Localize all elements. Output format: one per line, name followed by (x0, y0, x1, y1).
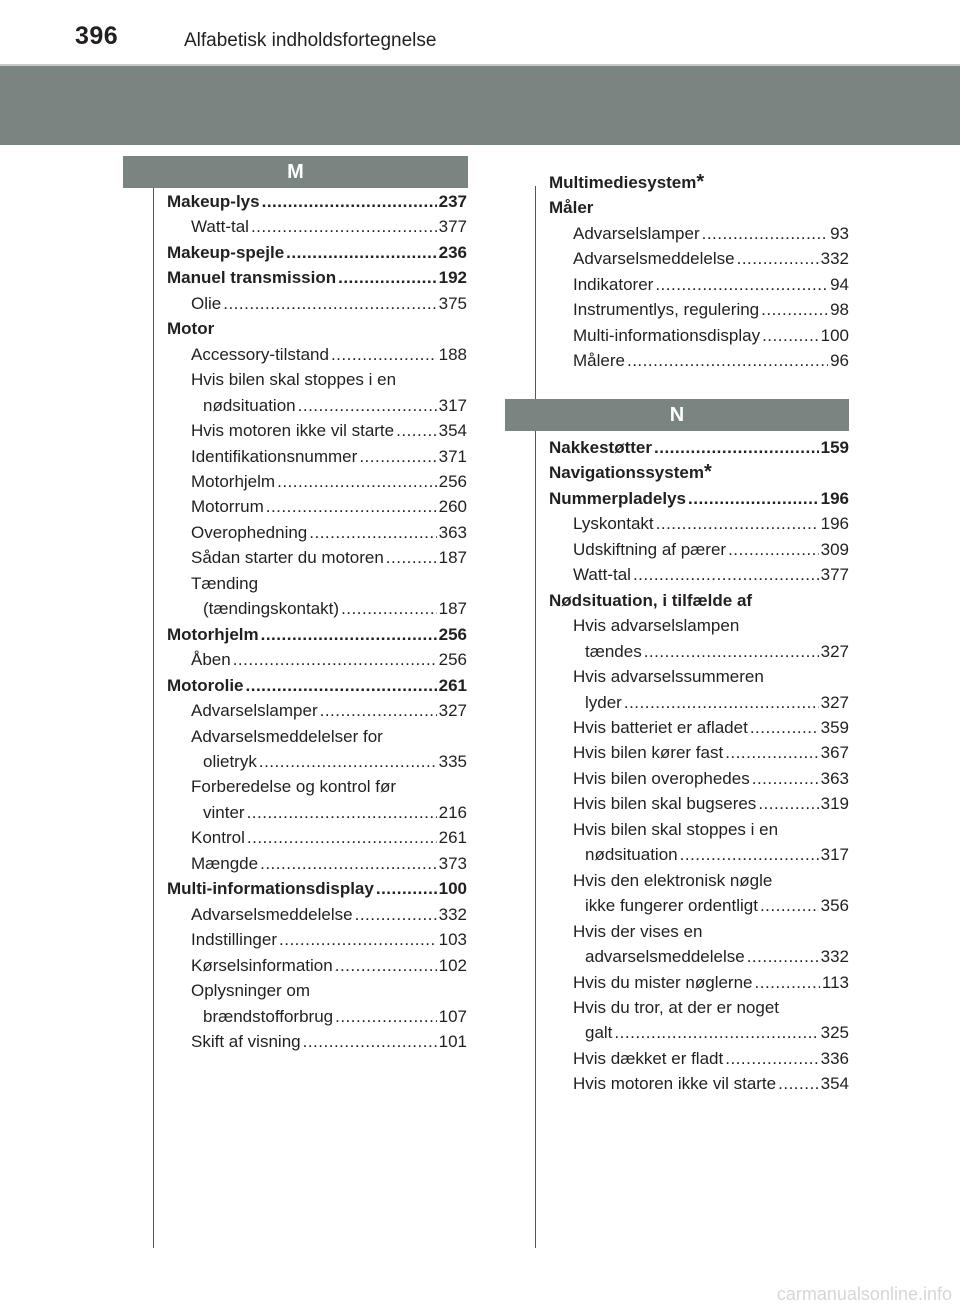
page-ref: 107 (438, 1006, 467, 1026)
dot-leader (246, 673, 437, 698)
index-term: Makeup-spejle (167, 242, 285, 262)
index-entry (167, 825, 467, 850)
index-entry (167, 367, 467, 392)
index-term: Hvis batteriet er afladet (573, 717, 748, 737)
index-term: Indstillinger (191, 930, 277, 950)
index-term: olietryk (203, 751, 257, 771)
page-ref: 327 (820, 692, 849, 712)
dot-leader (737, 246, 819, 271)
index-term: Hvis advarselssummeren (573, 667, 764, 687)
page-ref: 327 (820, 641, 849, 661)
index-term: Hvis advarselslampen (573, 616, 740, 636)
index-entry (549, 664, 849, 689)
page-ref: 332 (438, 904, 467, 924)
page-ref: 196 (820, 488, 849, 508)
index-entry (167, 647, 467, 672)
dot-leader (247, 800, 437, 825)
dot-leader (260, 851, 437, 876)
index-entry (549, 791, 849, 816)
index-term: Hvis den elektronisk nøgle (573, 870, 773, 890)
index-term: Hvis dækket er fladt (573, 1048, 724, 1068)
page-ref: 113 (821, 972, 849, 992)
index-entry (167, 851, 467, 876)
index-entry (167, 749, 467, 774)
index-entry (167, 953, 467, 978)
index-entry (549, 323, 849, 348)
dot-leader (778, 1071, 819, 1096)
index-entry (549, 842, 849, 867)
index-term: Manuel transmission (167, 268, 337, 288)
dot-leader (760, 893, 819, 918)
index-entry (167, 189, 467, 214)
page-ref: 363 (820, 768, 849, 788)
index-term: Hvis bilen overophedes (573, 768, 750, 788)
dot-leader (298, 393, 437, 418)
dot-leader (688, 486, 819, 511)
dot-leader (656, 511, 819, 536)
section-letter-m: M (123, 156, 468, 188)
dot-leader (338, 265, 437, 290)
index-entry (167, 596, 467, 621)
page-ref: 336 (820, 1048, 849, 1068)
index-entry (549, 348, 849, 373)
dot-leader (262, 189, 437, 214)
page-ref: 256 (438, 650, 467, 670)
index-entry (549, 486, 849, 511)
index-term: Sådan starter du motoren (191, 548, 384, 568)
index-entry (549, 639, 849, 664)
dot-leader (654, 435, 819, 460)
page-ref: 359 (820, 717, 849, 737)
index-entry (167, 724, 467, 749)
index-entry (167, 774, 467, 799)
index-entry (167, 393, 467, 418)
dot-leader (309, 520, 436, 545)
page-ref: 367 (820, 743, 849, 763)
index-term: Kontrol (191, 828, 245, 848)
dot-leader (331, 342, 437, 367)
index-entry (549, 1046, 849, 1071)
page-ref: 101 (438, 1031, 467, 1051)
dot-leader (633, 562, 819, 587)
dot-leader (251, 214, 437, 239)
index-term: Åben (191, 650, 231, 670)
index-term: Nødsituation, i tilfælde af (549, 590, 753, 610)
index-entry (167, 469, 467, 494)
index-term: Hvis motoren ikke vil starte (191, 421, 395, 441)
dot-leader (335, 953, 437, 978)
index-term: Multi-informationsdisplay (167, 879, 374, 899)
index-entry (549, 1020, 849, 1045)
index-term: Multi-informationsdisplay (573, 325, 761, 345)
index-term: Watt-tal (191, 217, 249, 237)
index-entry (167, 265, 467, 290)
page-number: 396 (75, 22, 119, 50)
dot-leader (386, 545, 437, 570)
index-term: Tænding (191, 573, 259, 593)
index-entry (549, 588, 849, 613)
dot-leader (758, 791, 818, 816)
index-entry (549, 893, 849, 918)
index-term: Hvis motoren ikke vil starte (573, 1074, 777, 1094)
page-ref: 332 (820, 947, 849, 967)
index-entry (167, 978, 467, 1003)
index-entry (549, 195, 849, 220)
page-ref: 354 (820, 1074, 849, 1094)
page-ref: 363 (438, 522, 467, 542)
index-term: Hvis bilen skal bugseres (573, 794, 757, 814)
page-ref: 256 (438, 624, 467, 644)
page-ref: 236 (438, 242, 467, 262)
page-ref: 317 (820, 845, 849, 865)
page-ref: 256 (438, 471, 467, 491)
index-entry (167, 520, 467, 545)
dot-leader (376, 876, 437, 901)
index-term: Advarselsmeddelelse (191, 904, 353, 924)
index-entry (549, 817, 849, 842)
page-ref: 187 (438, 599, 467, 619)
dot-leader (261, 622, 437, 647)
page-ref: 187 (438, 548, 467, 568)
index-entry (167, 545, 467, 570)
page-ref: 237 (438, 192, 467, 211)
index-term: Mængde (191, 853, 259, 873)
column-rule-right (535, 186, 536, 1248)
column-rule-left (153, 186, 154, 1248)
index-term: Advarselslamper (573, 223, 700, 243)
dot-leader (277, 469, 437, 494)
dot-leader (396, 418, 437, 443)
page-ref: 192 (438, 268, 467, 288)
index-entry: Navigationssystem * (549, 460, 849, 485)
index-entry (167, 342, 467, 367)
page-ref: 371 (438, 446, 467, 466)
dot-leader (286, 240, 436, 265)
index-entry (167, 1004, 467, 1029)
dot-leader (752, 766, 819, 791)
index-entry (549, 919, 849, 944)
index-term: Hvis du tror, at der er noget (573, 997, 779, 1017)
index-term: Skift af visning (191, 1031, 301, 1051)
page-title: Alfabetisk indholdsfortegnelse (184, 30, 437, 51)
index-term: Hvis du mister nøglerne (573, 972, 753, 992)
index-term: tændes (585, 641, 642, 661)
index-term: Motorhjelm (191, 471, 276, 491)
page-ref: 332 (820, 249, 849, 269)
dot-leader (725, 740, 818, 765)
index-entry (167, 698, 467, 723)
page-ref: 100 (820, 325, 849, 345)
dot-leader (247, 825, 437, 850)
index-term: Watt-tal (573, 565, 631, 585)
dot-leader (702, 221, 828, 246)
page-ref: 375 (438, 293, 467, 313)
page-ref: 260 (438, 497, 467, 517)
dot-leader (728, 537, 819, 562)
index-term: Nummerpladelys (549, 488, 686, 508)
index-term: Olie (191, 293, 222, 313)
index-term: Accessory-tilstand (191, 344, 329, 364)
dot-leader (355, 902, 437, 927)
page-ref: 356 (820, 896, 849, 916)
page-ref: 98 (830, 300, 849, 320)
index-entry (167, 240, 467, 265)
dot-leader (359, 444, 436, 469)
page-ref: 325 (820, 1023, 849, 1043)
index-entry (549, 944, 849, 969)
page-ref: 377 (438, 217, 467, 237)
index-entry (549, 740, 849, 765)
page-ref: 216 (438, 802, 467, 822)
index-column-right-n (549, 435, 849, 1097)
index-term: Motorolie (167, 675, 244, 695)
dot-leader (680, 842, 819, 867)
index-entry (549, 868, 849, 893)
header-banner (0, 66, 960, 145)
index-entry (167, 876, 467, 901)
index-term: Udskiftning af pærer (573, 539, 727, 559)
index-term: Makeup-lys (167, 192, 260, 211)
page-ref: 335 (438, 751, 467, 771)
page-ref: 327 (438, 701, 467, 721)
index-entry (549, 511, 849, 536)
index-term: Hvis bilen skal stoppes i en (573, 819, 779, 839)
index-term: Motorrum (191, 497, 264, 517)
dot-leader (725, 1046, 818, 1071)
dot-leader (750, 715, 819, 740)
dot-leader (320, 698, 437, 723)
index-entry (549, 272, 849, 297)
dot-leader (223, 291, 436, 316)
index-entry (167, 214, 467, 239)
dot-leader (259, 749, 437, 774)
index-term: Advarselsmeddelelser for (191, 726, 383, 746)
index-entry (167, 1029, 467, 1054)
index-entry (549, 995, 849, 1020)
page-ref: 102 (438, 955, 467, 975)
index-term: vinter (203, 802, 245, 822)
index-term: Hvis der vises en (573, 921, 703, 941)
index-term: Nakkestøtter (549, 438, 652, 457)
index-term: lyder (585, 692, 622, 712)
index-entry (549, 562, 849, 587)
index-term: ikke fungerer ordentligt (585, 896, 758, 916)
index-term: Motor (167, 319, 215, 339)
index-entry (167, 494, 467, 519)
index-entry (167, 571, 467, 596)
index-entry (167, 291, 467, 316)
index-term: (tændingskontakt) (203, 599, 340, 619)
index-entry (549, 1071, 849, 1096)
page-ref: 319 (820, 794, 849, 814)
page-ref: 188 (438, 344, 467, 364)
dot-leader (627, 348, 828, 373)
page-ref: 93 (830, 223, 849, 243)
index-entry (549, 297, 849, 322)
index-term: Multimediesystem (549, 173, 697, 192)
index-term: Indikatorer (573, 274, 654, 294)
dot-leader (644, 639, 819, 664)
index-entry (167, 927, 467, 952)
index-term: Navigationssystem (549, 463, 704, 483)
page-ref: 159 (820, 438, 849, 457)
dot-leader (266, 494, 437, 519)
index-term: Målere (573, 351, 625, 371)
index-entry (167, 673, 467, 698)
page-ref: 94 (830, 274, 849, 294)
dot-leader (279, 927, 437, 952)
index-term: brændstofforbrug (203, 1006, 334, 1026)
index-term: Lyskontakt (573, 514, 654, 534)
index-term: Advarselsmeddelelse (573, 249, 735, 269)
watermark: carmanualsonline.info (776, 1284, 952, 1304)
page-ref: 309 (820, 539, 849, 559)
dot-leader (755, 970, 820, 995)
index-term: Advarselslamper (191, 701, 318, 721)
dot-leader (655, 272, 828, 297)
index-term: nødsituation (203, 395, 296, 415)
index-entry (167, 316, 467, 341)
index-entry: Multimediesystem * (549, 170, 849, 195)
dot-leader (614, 1020, 818, 1045)
index-entry (549, 766, 849, 791)
page-ref: 100 (438, 879, 467, 899)
index-column-right-m (549, 170, 849, 374)
index-entry (549, 537, 849, 562)
index-entry (549, 715, 849, 740)
page-ref: 317 (438, 395, 467, 415)
page-ref: 261 (438, 828, 467, 848)
index-term: Forberedelse og kontrol før (191, 777, 397, 797)
dot-leader (761, 297, 828, 322)
page-ref: 96 (830, 351, 849, 371)
index-term: Hvis bilen kører fast (573, 743, 724, 763)
index-entry (549, 970, 849, 995)
dot-leader (233, 647, 437, 672)
dot-leader (762, 323, 819, 348)
index-entry (549, 435, 849, 460)
index-term: Måler (549, 198, 594, 218)
dot-leader (303, 1029, 437, 1054)
index-entry (167, 902, 467, 927)
index-entry (549, 613, 849, 638)
index-column-left (167, 189, 467, 1054)
dot-leader (335, 1004, 437, 1029)
index-entry (167, 444, 467, 469)
index-entry (167, 800, 467, 825)
dot-leader (341, 596, 437, 621)
index-term: galt (585, 1023, 613, 1043)
index-term: Overophedning (191, 522, 308, 542)
index-entry (549, 690, 849, 715)
index-entry (549, 221, 849, 246)
page-ref: 103 (438, 930, 467, 950)
page-ref: 261 (438, 675, 467, 695)
index-term: Identifikationsnummer (191, 446, 358, 466)
index-term: advarselsmeddelelse (585, 947, 745, 967)
index-term: Motorhjelm (167, 624, 259, 644)
section-letter-n: N (505, 399, 849, 431)
index-term: Kørselsinformation (191, 955, 333, 975)
index-term: Hvis bilen skal stoppes i en (191, 370, 397, 390)
index-entry (549, 246, 849, 271)
index-term: Oplysninger om (191, 981, 311, 1001)
page-ref: 377 (820, 565, 849, 585)
dot-leader (624, 690, 819, 715)
index-term: Instrumentlys, regulering (573, 300, 760, 320)
dot-leader (747, 944, 819, 969)
index-entry (167, 622, 467, 647)
page-ref: 196 (820, 514, 849, 534)
index-entry (167, 418, 467, 443)
page-ref: 354 (438, 421, 467, 441)
page-ref: 373 (438, 853, 467, 873)
index-term: nødsituation (585, 845, 678, 865)
